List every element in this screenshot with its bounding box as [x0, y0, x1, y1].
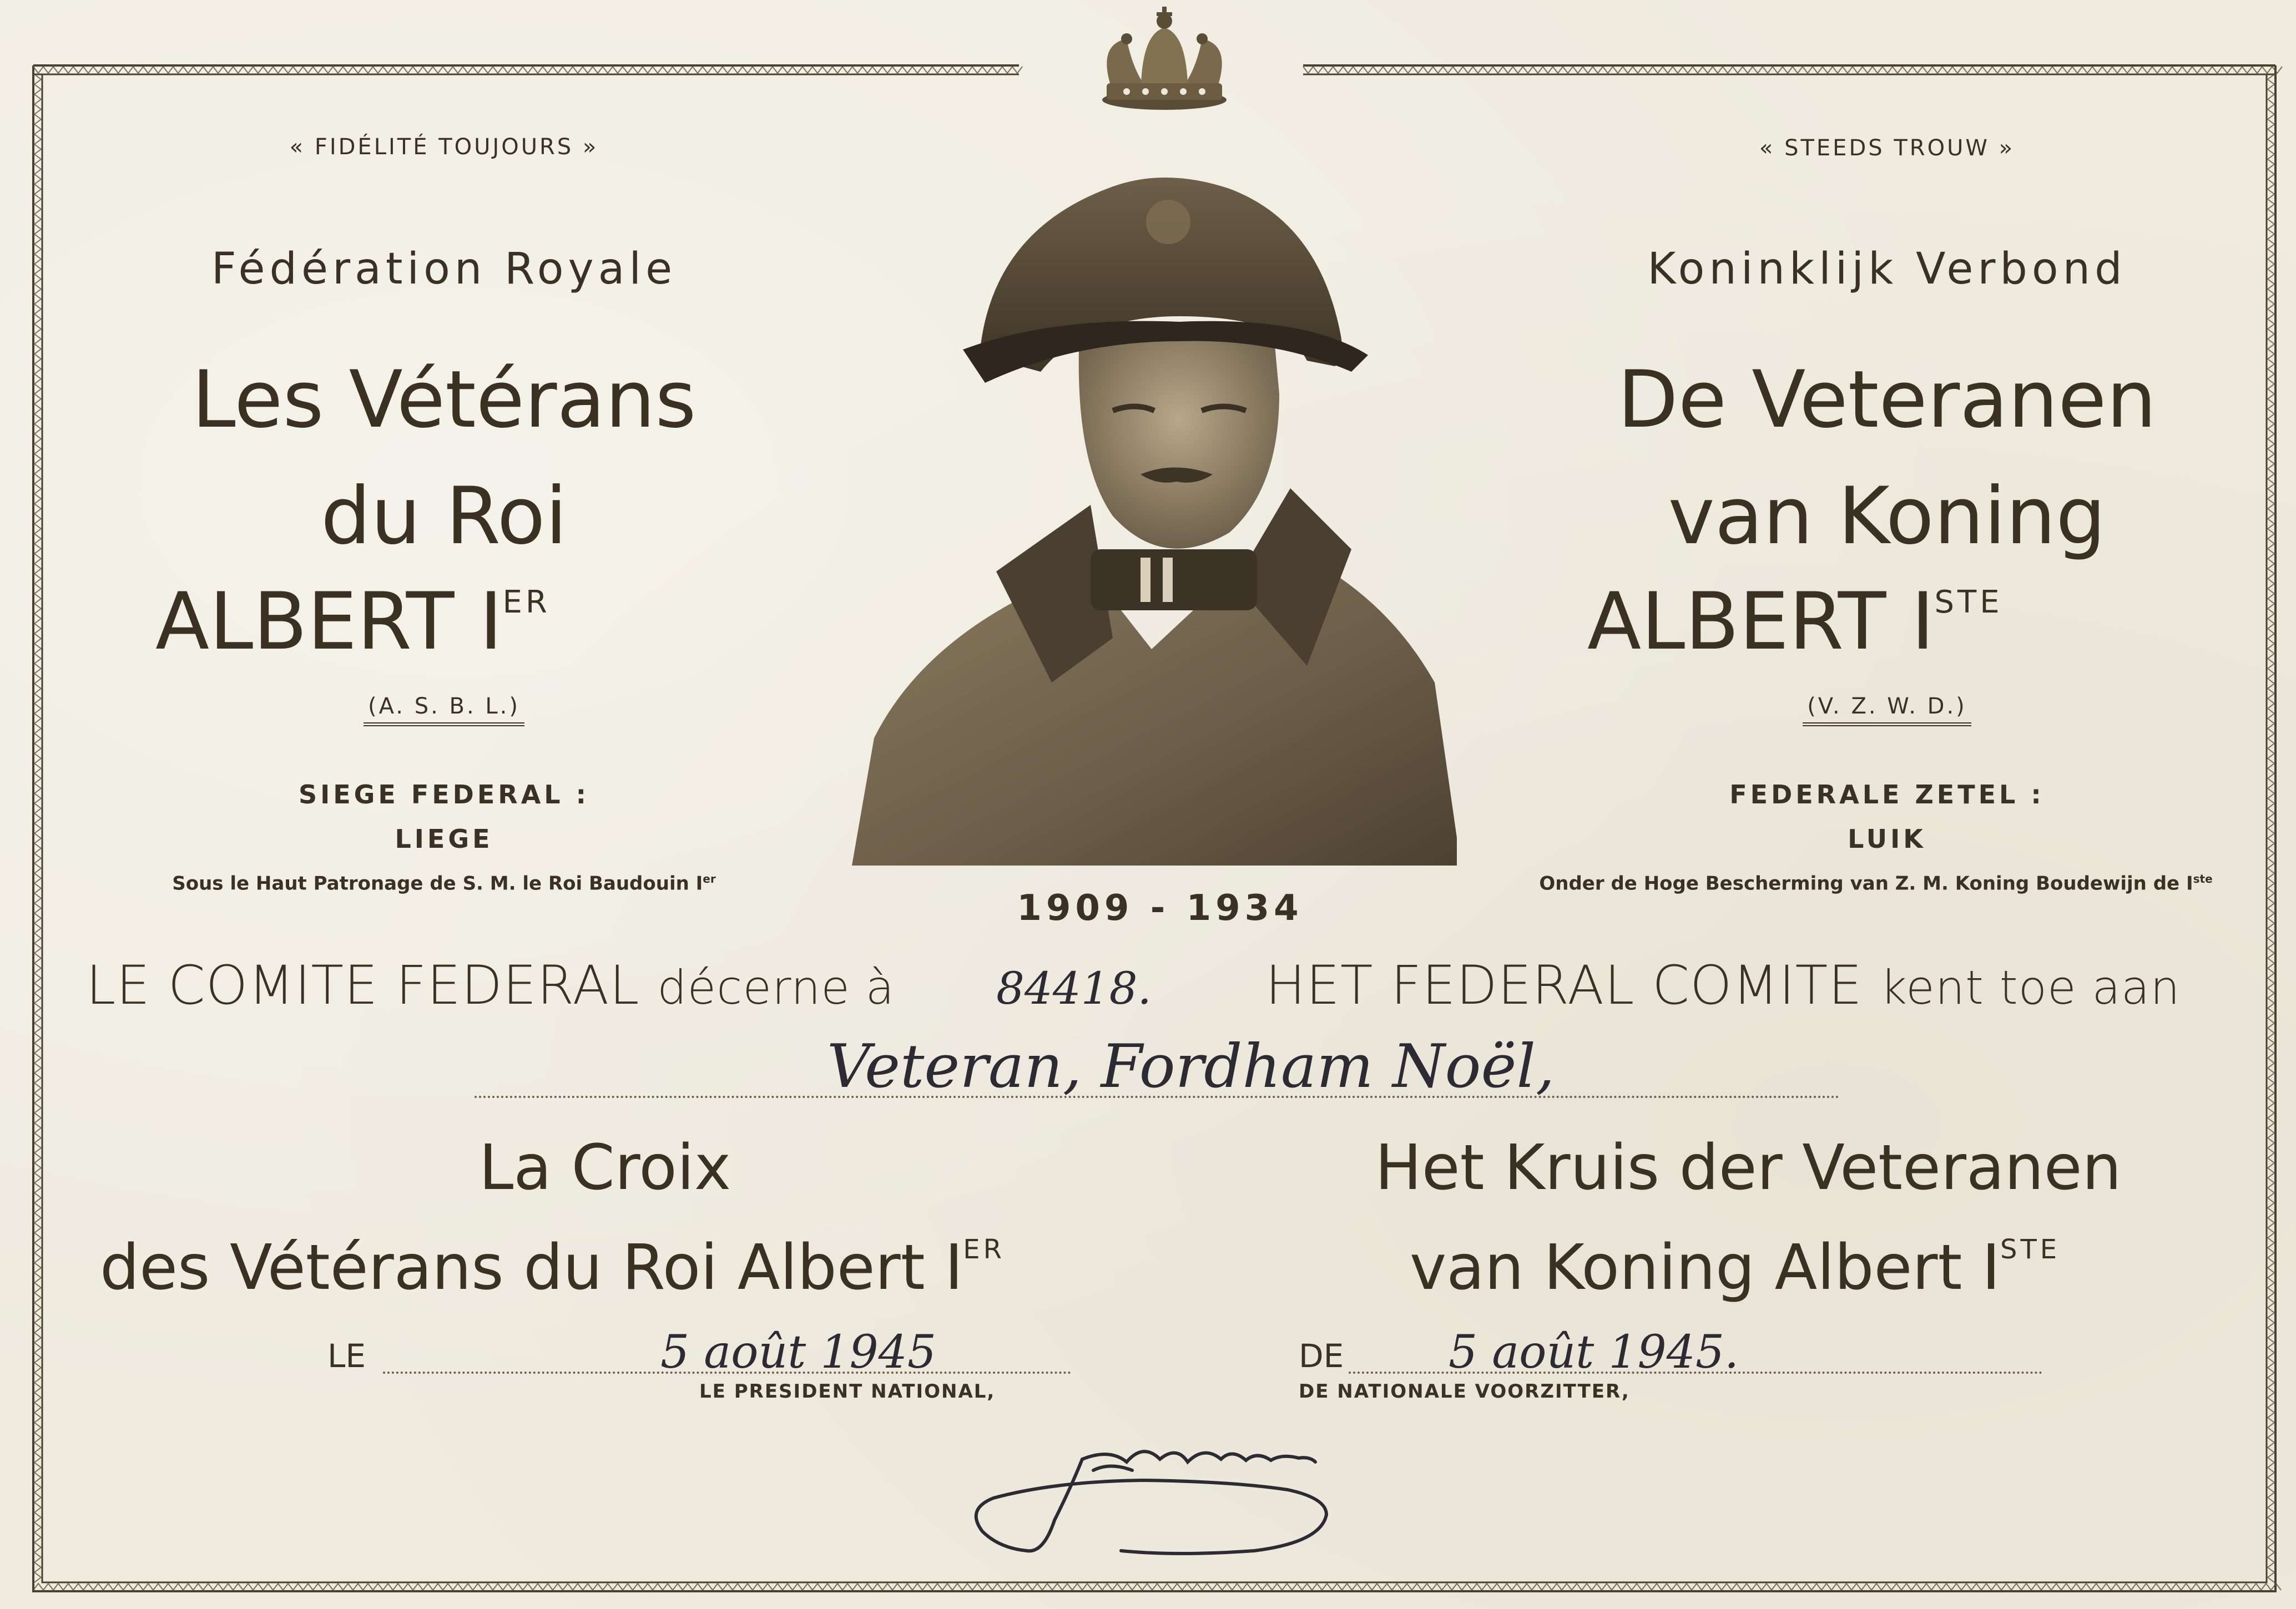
date-value-french: 5 août 1945 — [660, 1326, 937, 1379]
award-french-prefix: LE COMITE FEDERAL — [86, 954, 640, 1016]
cross-dutch-line1: Het Kruis der Veteranen — [1375, 1132, 2122, 1204]
legal-form-right: (V. Z. W. D.) — [1709, 694, 2065, 726]
legal-form-left: (A. S. B. L.) — [277, 694, 610, 726]
title-right-line2: van Koning — [1668, 470, 2106, 562]
award-dutch-prefix: HET FEDERAL COMITE — [1265, 954, 1863, 1016]
seat-city-left: LIEGE — [395, 824, 493, 854]
seat-city-right: LUIK — [1848, 824, 1926, 854]
title-right-superscript: STE — [1934, 584, 2003, 620]
years: 1909 - 1934 — [1017, 888, 1303, 929]
award-number: 84418. — [996, 963, 1152, 1014]
date-label-dutch: DE — [1299, 1337, 1344, 1375]
award-line-french — [86, 954, 895, 1016]
seat-label-right: FEDERALE ZETEL : — [1729, 780, 2045, 809]
date-label-french: LE — [327, 1337, 366, 1375]
patronage-right: Onder de Hoge Bescherming van Z. M. Koning Boudewijn de Iste — [1539, 872, 2213, 895]
motto-left: « FIDÉLITÉ TOUJOURS » — [289, 134, 599, 160]
award-dutch-verb: kent toe aan — [1880, 960, 2181, 1015]
seat-label-left: SIEGE FEDERAL : — [298, 780, 590, 809]
signature-title-french: LE PRESIDENT NATIONAL, — [699, 1380, 996, 1403]
title-right-line3: ALBERT ISTE — [1587, 576, 2003, 667]
patronage-left: Sous le Haut Patronage de S. M. le Roi Baudouin Ier — [172, 872, 716, 895]
title-left-superscript: ER — [502, 584, 551, 620]
handwritten-signature — [943, 1437, 1365, 1565]
crown-emblem — [1102, 7, 1227, 110]
recipient-name: Veteran, Fordham Noël, — [827, 1032, 1555, 1101]
federation-left: Fédération Royale — [211, 244, 677, 294]
title-left-line3: ALBERT IER — [155, 576, 551, 667]
title-left-line2: du Roi — [321, 470, 567, 562]
cross-french-line1: La Croix — [478, 1132, 731, 1204]
federation-right: Koninklijk Verbond — [1647, 244, 2127, 294]
cross-french-line2: des Vétérans du Roi Albert IER — [100, 1232, 1005, 1304]
award-french-verb: décerne à — [657, 960, 895, 1015]
portrait-photo — [852, 150, 1462, 871]
title-right-line1: De Veteranen — [1617, 354, 2157, 446]
cross-dutch-line2: van Koning Albert ISTE — [1410, 1232, 2061, 1304]
award-line-dutch — [1265, 954, 2181, 1016]
recipient-dotted-line — [475, 1096, 1840, 1098]
signature-title-dutch: DE NATIONALE VOORZITTER, — [1299, 1380, 1630, 1403]
motto-right: « STEEDS TROUW » — [1759, 135, 2015, 161]
title-left-line1: Les Vétérans — [191, 354, 697, 446]
date-value-dutch: 5 août 1945. — [1449, 1326, 1739, 1379]
